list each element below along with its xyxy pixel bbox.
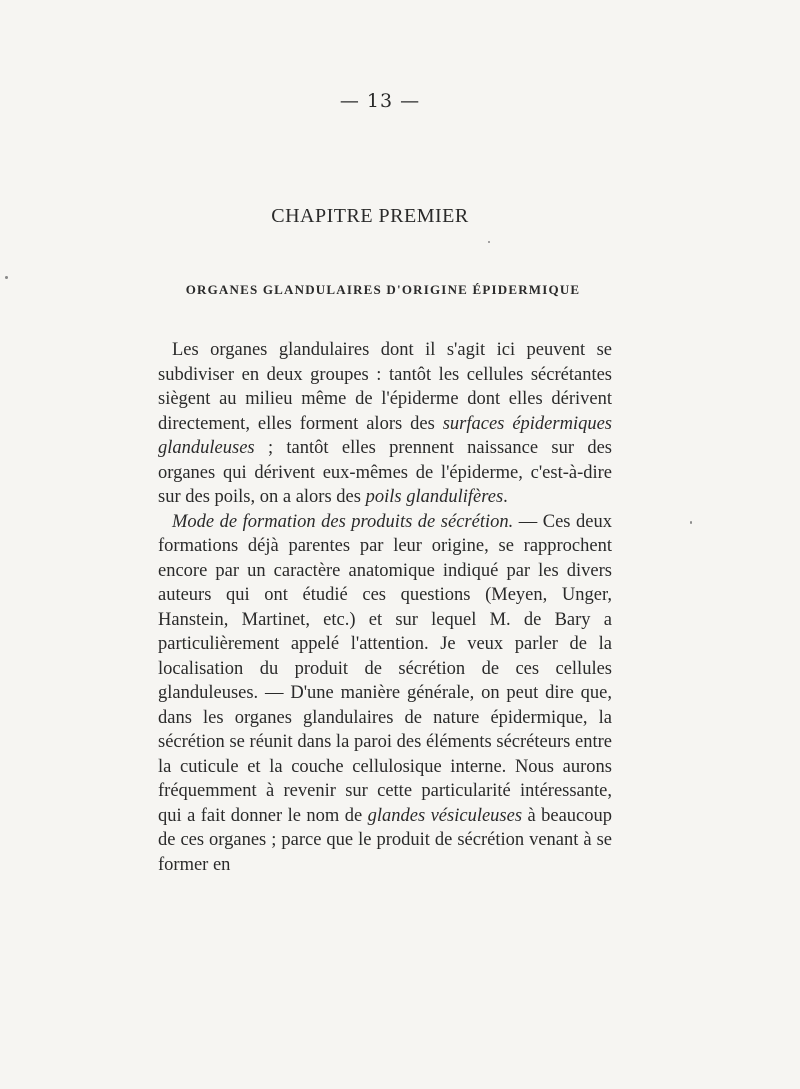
- italic-term: poils glandulifères: [365, 487, 504, 507]
- paper-speck: [690, 521, 692, 524]
- paragraph-1: Les organes glandulaires dont il s'agit ici peuvent se subdiviser en deux groupes : tantôt les cellules sécrétantes siègent au milieu même de l'épiderme dont elles dérivent directement, elles forment alors des surfaces épidermiques glanduleuses ; tantôt elles prennent naissance sur des organes qui dérivent eux-mêmes de l'épiderme, c'est-à-dire sur des poils, on a alors des poils glandulifères.: [158, 340, 612, 507]
- paper-speck: [5, 276, 8, 279]
- section-title: ORGANES GLANDULAIRES D'ORIGINE ÉPIDERMIQUE: [185, 282, 581, 297]
- paragraph-2: Mode de formation des produits de sécrétion. — Ces deux formations déjà parentes par leur origine, se rapprochent encore par un caractère anatomique indiqué par les divers auteurs qui ont étudié ces questions (Meyen, Unger, Hanstein, Martinet, etc.) et sur lequel M. de Bary a particulièrement appelé l'attention. Je veux parler de la localisation du produit de sécrétion de ces cellules glanduleuses. — D'une manière générale, on peut dire que, dans les organes glandulaires de nature épidermique, la sécrétion se réunit dans la paroi des éléments sécréteurs entre la cuticule et la couche cellulosique interne. Nous aurons fréquemment à revenir sur cette particularité intéressante, qui a fait donner le nom de glandes vésiculeuses à beaucoup de ces organes ; parce que le produit de sécrétion venant à se former en: [158, 511, 612, 875]
- page-number: — 13 —: [339, 90, 421, 112]
- italic-term: surfaces épidermiques glanduleuses: [158, 413, 612, 458]
- paper-speck: [488, 241, 490, 243]
- section-heading-inline: Mode de formation des produits de sécrétion.: [172, 511, 514, 532]
- body-text: [158, 338, 612, 877]
- chapter-title: CHAPITRE PREMIER: [271, 205, 469, 227]
- italic-term: glandes vésiculeuses: [367, 805, 523, 826]
